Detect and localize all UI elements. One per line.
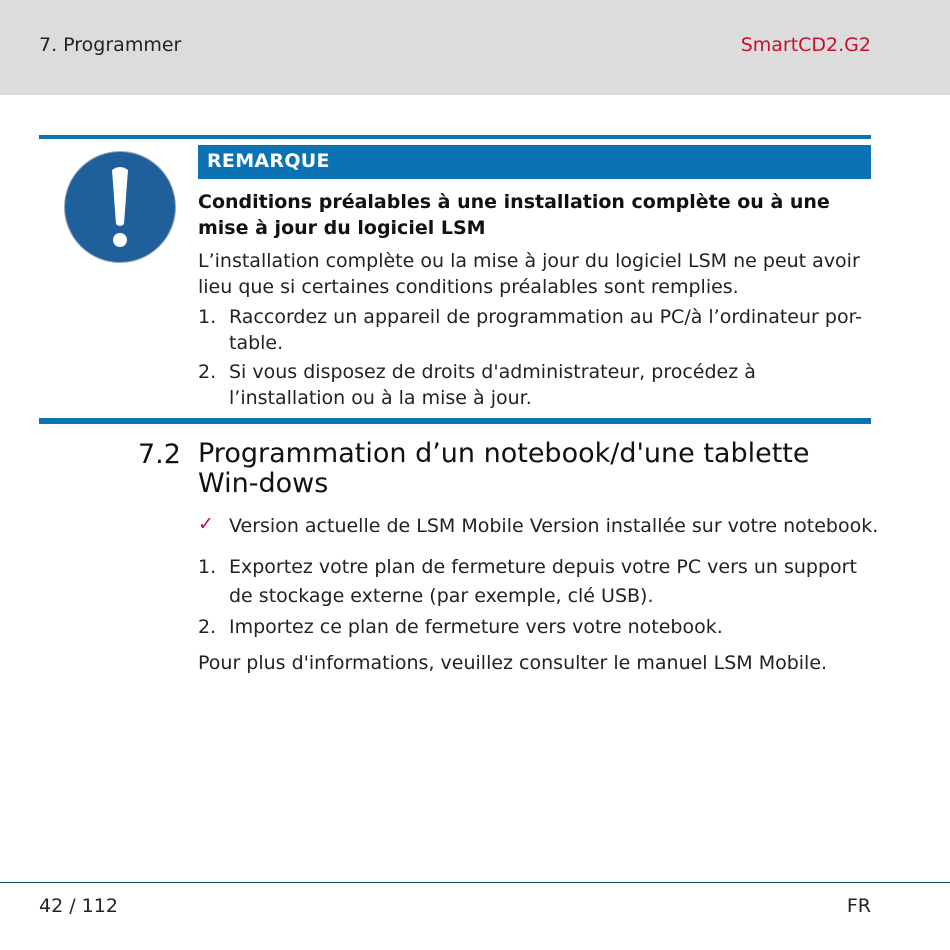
step-text: Raccordez un appareil de programmation au PC/à l’ordinateur por-table.	[229, 306, 863, 354]
notice-text: L’installation complète ou la mise à jour du logiciel LSM ne peut avoir lieu que si certaines conditions préalables sont remplies.	[198, 250, 860, 298]
info-paragraph: Pour plus d'informations, veuillez consulter le manuel LSM Mobile.	[198, 652, 828, 674]
step-text: Si vous disposez de droits d'administrateur, procédez à l’installation ou à la mise à jour.	[229, 361, 756, 409]
page-number: 42 / 112	[39, 895, 118, 917]
step-number: 2.	[198, 361, 217, 383]
step-text: Exportez votre plan de fermeture depuis votre PC vers un support de stockage externe (par exemple, clé USB).	[229, 556, 857, 607]
section-number: 7.2	[138, 439, 181, 470]
prerequisite-item: Version actuelle de LSM Mobile Version installée sur votre notebook.	[229, 515, 879, 537]
section-title: Programmation d’un notebook/d'une tablette Win-dows	[198, 438, 810, 499]
step-number: 2.	[198, 616, 217, 638]
step-number: 1.	[198, 306, 217, 328]
product-name: SmartCD2.G2	[740, 34, 871, 56]
step-number: 1.	[198, 556, 217, 578]
notice-top-rule	[39, 135, 871, 139]
exclamation-icon	[64, 151, 176, 263]
footer-rule	[0, 882, 950, 883]
language-code: FR	[846, 895, 871, 917]
checkmark-icon: ✓	[198, 513, 214, 535]
notice-bottom-rule	[39, 418, 871, 424]
chapter-title: 7. Programmer	[39, 34, 182, 56]
notice-label: REMARQUE	[207, 150, 330, 172]
page-header	[0, 0, 950, 95]
step-text: Importez ce plan de fermeture vers votre notebook.	[229, 616, 723, 638]
notice-heading: Conditions préalables à une installation complète ou à une mise à jour du logiciel LSM	[198, 191, 830, 239]
notice-label-bar	[198, 145, 871, 179]
